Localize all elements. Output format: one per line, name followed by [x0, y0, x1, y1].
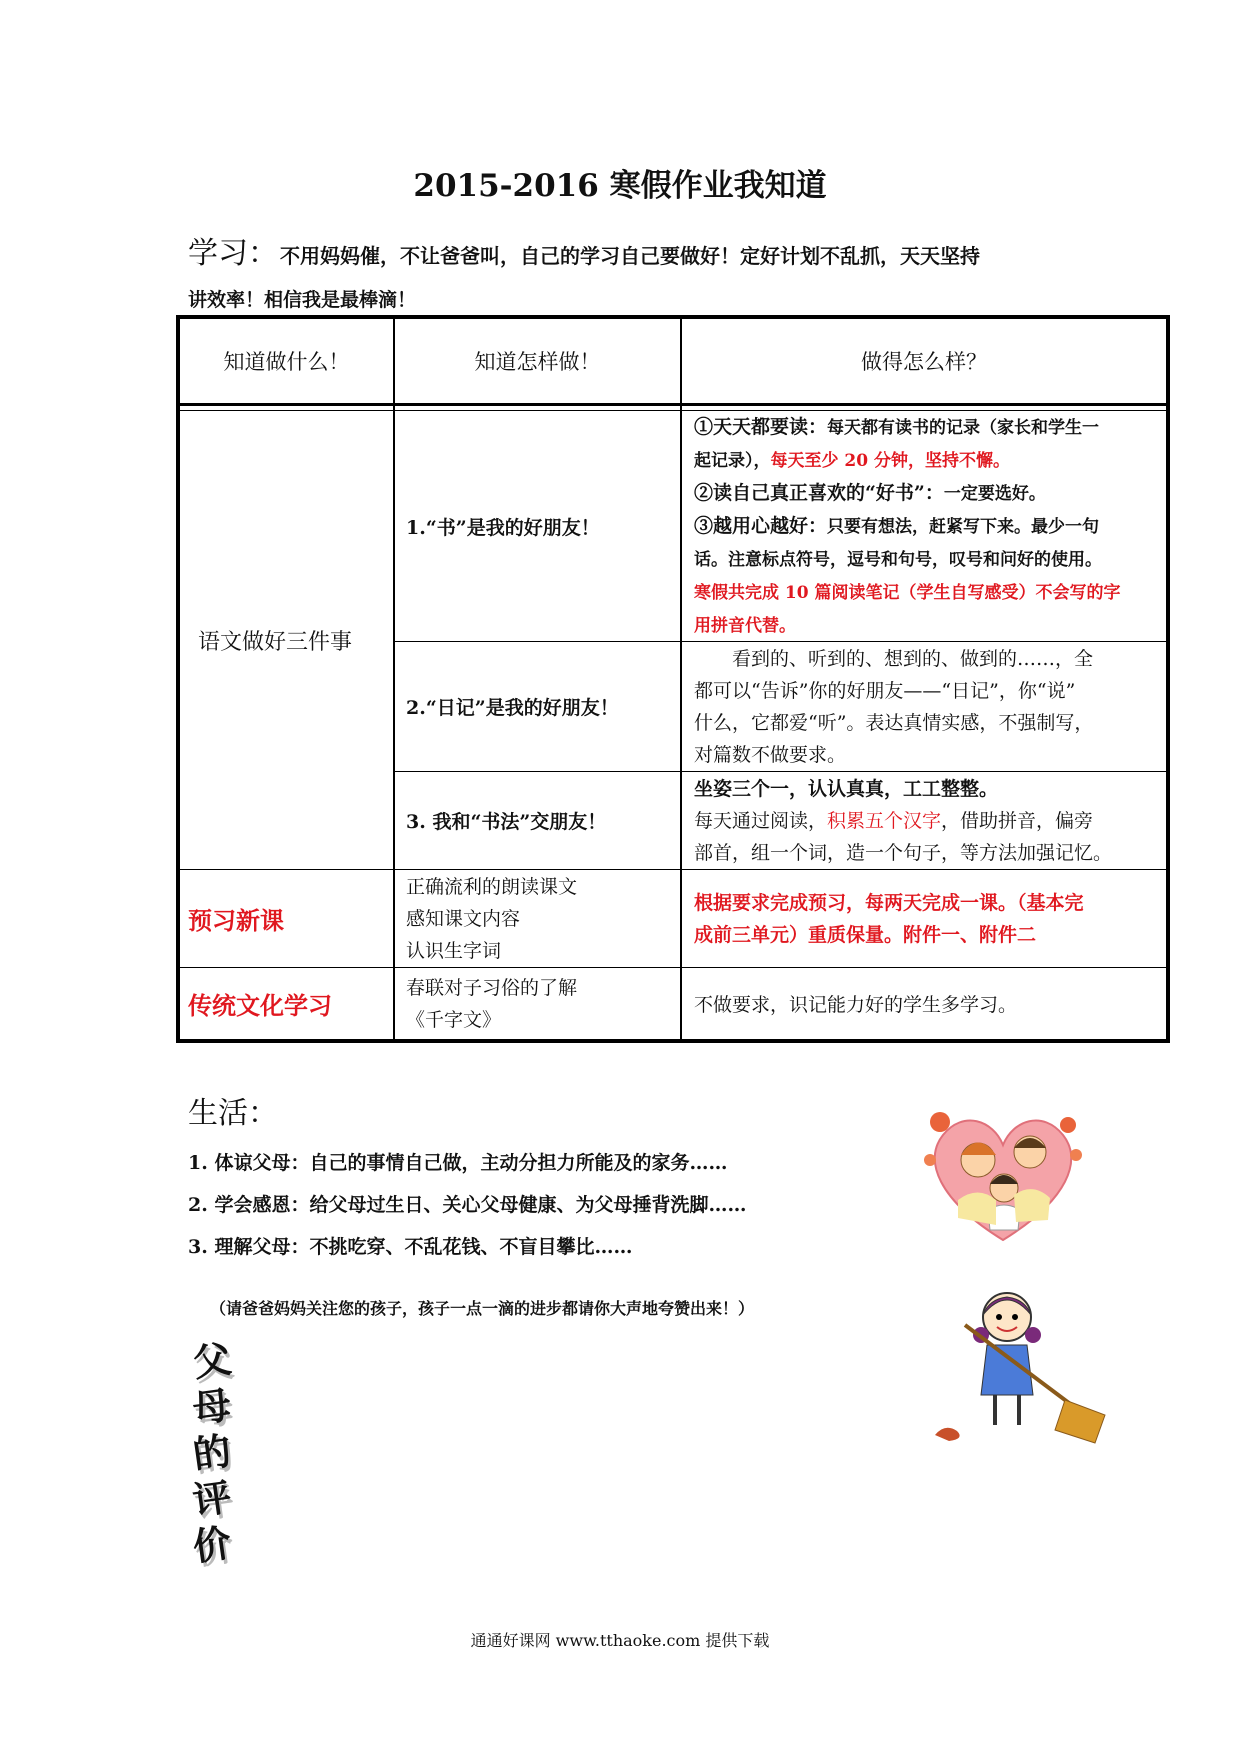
- culture-result: 不做要求，识记能力好的学生多学习。: [694, 994, 1018, 1016]
- header-divider-1: [176, 403, 1170, 406]
- preview-how-2: 感知课文内容: [406, 907, 521, 930]
- result-line: [694, 675, 1093, 707]
- chinese-label: 语文做好三件事: [198, 629, 353, 655]
- evaluation-char-2: 母: [189, 1381, 234, 1432]
- result-line: [694, 643, 1093, 675]
- how-books: 1.“书”是我的好朋友！: [406, 516, 600, 539]
- header-what: 知道做什么！: [223, 350, 350, 374]
- result-segment: 话。注意标点符号，逗号和句号，叹号和问好的使用。: [694, 549, 1102, 570]
- evaluation-char-1: 父: [189, 1335, 234, 1386]
- result-books: [694, 411, 1166, 641]
- preview-how: [406, 870, 678, 967]
- column-divider-1: [393, 315, 395, 1043]
- result-line: [694, 576, 1121, 609]
- result-line: [694, 739, 1093, 771]
- result-calligraphy: [694, 772, 1166, 869]
- result-line: [694, 510, 1121, 543]
- footer-text: 通通好课网 www.tthaoke.com 提供下载: [470, 1631, 770, 1650]
- result-line: [694, 411, 1121, 444]
- life-item-2: 2. 学会感恩：给父母过生日、关心父母健康、为父母捶背洗脚……: [188, 1194, 747, 1216]
- intro-line-2: 讲效率！相信我是最棒滴！: [188, 289, 417, 311]
- result-segment: 起记录），: [694, 450, 771, 471]
- result-segment: 积累五个汉字: [827, 809, 942, 832]
- result-segment: 部首，组一个词，造一个句子，等方法加强记忆。: [694, 841, 1113, 864]
- header-how: 知道怎样做！: [474, 350, 601, 374]
- life-item-1: 1. 体谅父母：自己的事情自己做，主动分担力所能及的家务……: [188, 1152, 728, 1174]
- evaluation-char-3: 的: [189, 1427, 234, 1478]
- evaluation-char-5: 价: [189, 1519, 234, 1570]
- column-divider-2: [680, 315, 682, 1043]
- page-title: 2015-2016 寒假作业我知道: [413, 168, 827, 204]
- intro-line-1: [188, 228, 980, 272]
- table-border-right: [1166, 315, 1170, 1043]
- culture-how-1: 春联对子习俗的了解: [406, 976, 578, 999]
- parent-note: （请爸爸妈妈关注您的孩子，孩子一点一滴的进步都请你大声地夸赞出来！）: [210, 1299, 755, 1318]
- result-segment: 每天至少 20 分钟，坚持不懈。: [770, 450, 1010, 471]
- result-segment: ③越用心越好：: [694, 514, 828, 537]
- section-heading-life: 生活：: [188, 1096, 278, 1131]
- result-line: [694, 837, 1112, 869]
- table-border-bottom: [176, 1039, 1170, 1043]
- preview-how-3: 认识生字词: [406, 939, 502, 962]
- result-books-text: [694, 411, 1121, 642]
- preview-label: 预习新课: [188, 907, 284, 935]
- section-heading-study: 学习：: [188, 236, 278, 271]
- result-segment: 什么，它都爱“听”。表达真情实感，不强制写，: [694, 711, 1094, 734]
- how-calligraphy: 3. 我和“书法”交朋友！: [406, 811, 607, 833]
- result-segment: 每天都有读书的记录（家长和学生一: [827, 417, 1100, 438]
- result-line: [694, 543, 1121, 576]
- result-segment: 一定要选好。: [943, 483, 1046, 504]
- result-line: [694, 773, 1112, 805]
- preview-result: [694, 870, 1166, 967]
- intro-text-1: 不用妈妈催，不让爸爸叫，自己的学习自己要做好！定好计划不乱抓，天天坚持: [280, 244, 980, 268]
- result-calligraphy-text: [694, 773, 1112, 869]
- girl-sweeping-illustration: [935, 1285, 1110, 1445]
- result-segment: 看到的、听到的、想到的、做到的……，全: [694, 647, 1094, 670]
- result-segment: 只要有想法，赶紧写下来。最少一句: [827, 516, 1100, 537]
- header-result: 做得怎么样？: [861, 350, 987, 374]
- evaluation-char-4: 评: [189, 1473, 234, 1524]
- result-line: [694, 707, 1093, 739]
- how-diary: 2.“日记”是我的好朋友！: [406, 697, 619, 719]
- homework-table: [176, 315, 1170, 1043]
- result-segment: 都可以“告诉”你的好朋友——“日记”，你“说”: [694, 679, 1076, 702]
- table-border-left: [176, 315, 180, 1043]
- result-segment: 对篇数不做要求。: [694, 743, 847, 766]
- result-segment: 坐姿三个一，认认真真，工工整整。: [694, 777, 999, 800]
- life-item-3: 3. 理解父母：不挑吃穿、不乱花钱、不盲目攀比……: [188, 1236, 633, 1258]
- result-segment: 每天通过阅读，: [694, 809, 828, 832]
- culture-label: 传统文化学习: [188, 992, 332, 1020]
- result-segment: 用拼音代替。: [694, 615, 796, 636]
- culture-how: [406, 968, 678, 1039]
- result-segment: 寒假共完成 10 篇阅读笔记（学生自写感受）不会写的字: [694, 582, 1121, 603]
- result-line: [694, 444, 1121, 477]
- result-line: [694, 477, 1121, 510]
- preview-how-1: 正确流利的朗读课文: [406, 875, 578, 898]
- preview-result-1: 根据要求完成预习，每两天完成一课。（基本完: [694, 891, 1084, 914]
- family-heart-illustration: [918, 1100, 1088, 1250]
- culture-how-2: 《千字文》: [406, 1008, 502, 1031]
- result-segment: ①天天都要读：: [694, 415, 828, 438]
- parents-evaluation-label: [182, 1335, 242, 1570]
- result-segment: ，借助拼音，偏旁: [941, 809, 1094, 832]
- preview-result-2: 成前三单元）重质保量。附件一、附件二: [694, 923, 1037, 946]
- result-diary-text: [694, 643, 1093, 771]
- result-segment: ②读自己真正喜欢的“好书”：: [694, 481, 944, 504]
- result-line: [694, 609, 1121, 642]
- result-line: [694, 805, 1112, 837]
- result-diary: [694, 642, 1166, 771]
